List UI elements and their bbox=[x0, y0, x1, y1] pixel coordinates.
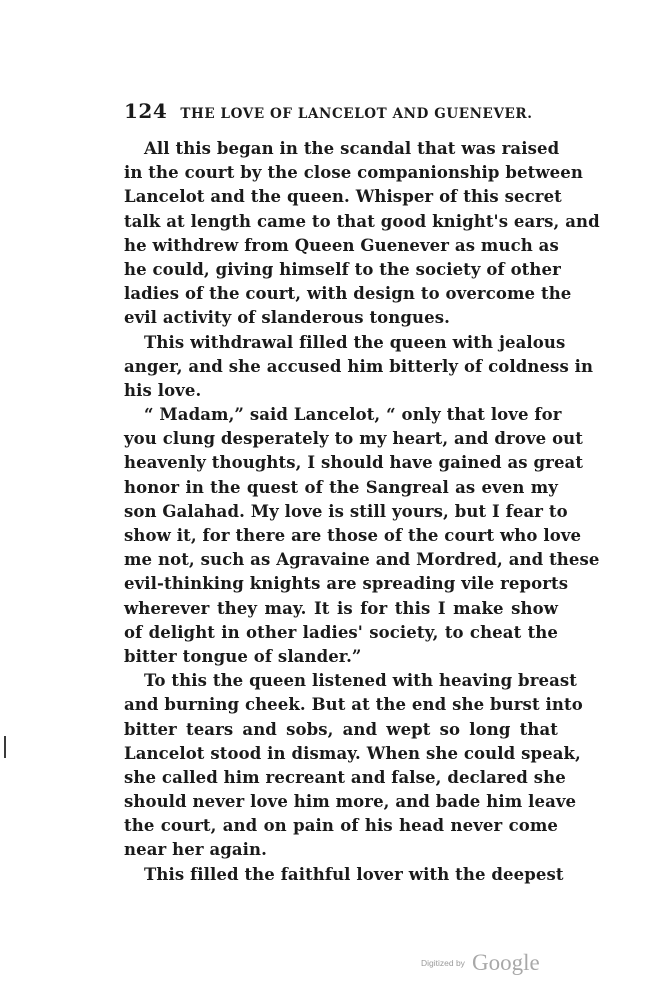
text-line: To this the queen listened with heaving breast bbox=[144, 671, 577, 691]
text-line: evil activity of slanderous tongues. bbox=[124, 308, 450, 328]
text-line: Lancelot stood in dismay. When she could speak, bbox=[124, 743, 581, 763]
text-line: son Galahad. My love is still yours, but I fear to bbox=[124, 501, 568, 521]
page-number: 124 bbox=[124, 99, 168, 123]
text-line: ladies of the court, with design to overcome the bbox=[124, 284, 572, 304]
text-line: the court, and on pain of his head never come bbox=[124, 816, 558, 836]
text-line: he withdrew from Queen Guenever as much as bbox=[124, 235, 559, 255]
google-logo: Google bbox=[472, 950, 540, 975]
text-line: anger, and she accused him bitterly of coldness in bbox=[124, 356, 594, 376]
text-line: honor in the quest of the Sangreal as even my bbox=[124, 477, 558, 497]
watermark-prefix: Digitized by bbox=[421, 958, 465, 968]
text-line: she called him recreant and false, declared she bbox=[124, 767, 566, 787]
text-line: he could, giving himself to the society of other bbox=[124, 259, 561, 279]
text-line: me not, such as Agravaine and Mordred, and these bbox=[124, 550, 600, 570]
text-line: near her again. bbox=[124, 840, 267, 860]
body-text bbox=[124, 137, 600, 887]
text-line: and burning cheek. But at the end she burst into bbox=[124, 695, 583, 715]
text-line: This filled the faithful lover with the deepest bbox=[144, 864, 564, 884]
text-line: This withdrawal filled the queen with jealous bbox=[144, 332, 566, 352]
text-line: of delight in other ladies' society, to cheat the bbox=[124, 622, 558, 642]
text-line: bitter tears and sobs, and wept so long that bbox=[124, 719, 558, 739]
text-line: talk at length came to that good knight's ears, and bbox=[124, 211, 600, 231]
text-line: All this began in the scandal that was raised bbox=[144, 139, 560, 158]
text-line: should never love him more, and bade him leave bbox=[124, 792, 577, 812]
text-line: evil-thinking knights are spreading vile reports bbox=[124, 574, 569, 594]
text-line: Lancelot and the queen. Whisper of this secret bbox=[124, 187, 562, 207]
text-line: you clung desperately to my heart, and drove out bbox=[124, 429, 583, 449]
scan-edge-mark bbox=[4, 736, 6, 758]
running-title: THE LOVE OF LANCELOT AND GUENEVER. bbox=[180, 106, 533, 122]
text-line: show it, for there are those of the court who love bbox=[124, 526, 582, 545]
running-head bbox=[124, 99, 564, 123]
digitized-watermark bbox=[421, 950, 540, 980]
text-line: in the court by the close companionship between bbox=[124, 163, 583, 183]
text-line: bitter tongue of slander.” bbox=[124, 646, 362, 666]
text-line: his love. bbox=[124, 380, 202, 400]
text-line: heavenly thoughts, I should have gained as great bbox=[124, 453, 584, 473]
text-line: wherever they may. It is for this I make show bbox=[124, 598, 558, 618]
text-line: “ Madam,” said Lancelot, “ only that love for bbox=[144, 405, 562, 425]
